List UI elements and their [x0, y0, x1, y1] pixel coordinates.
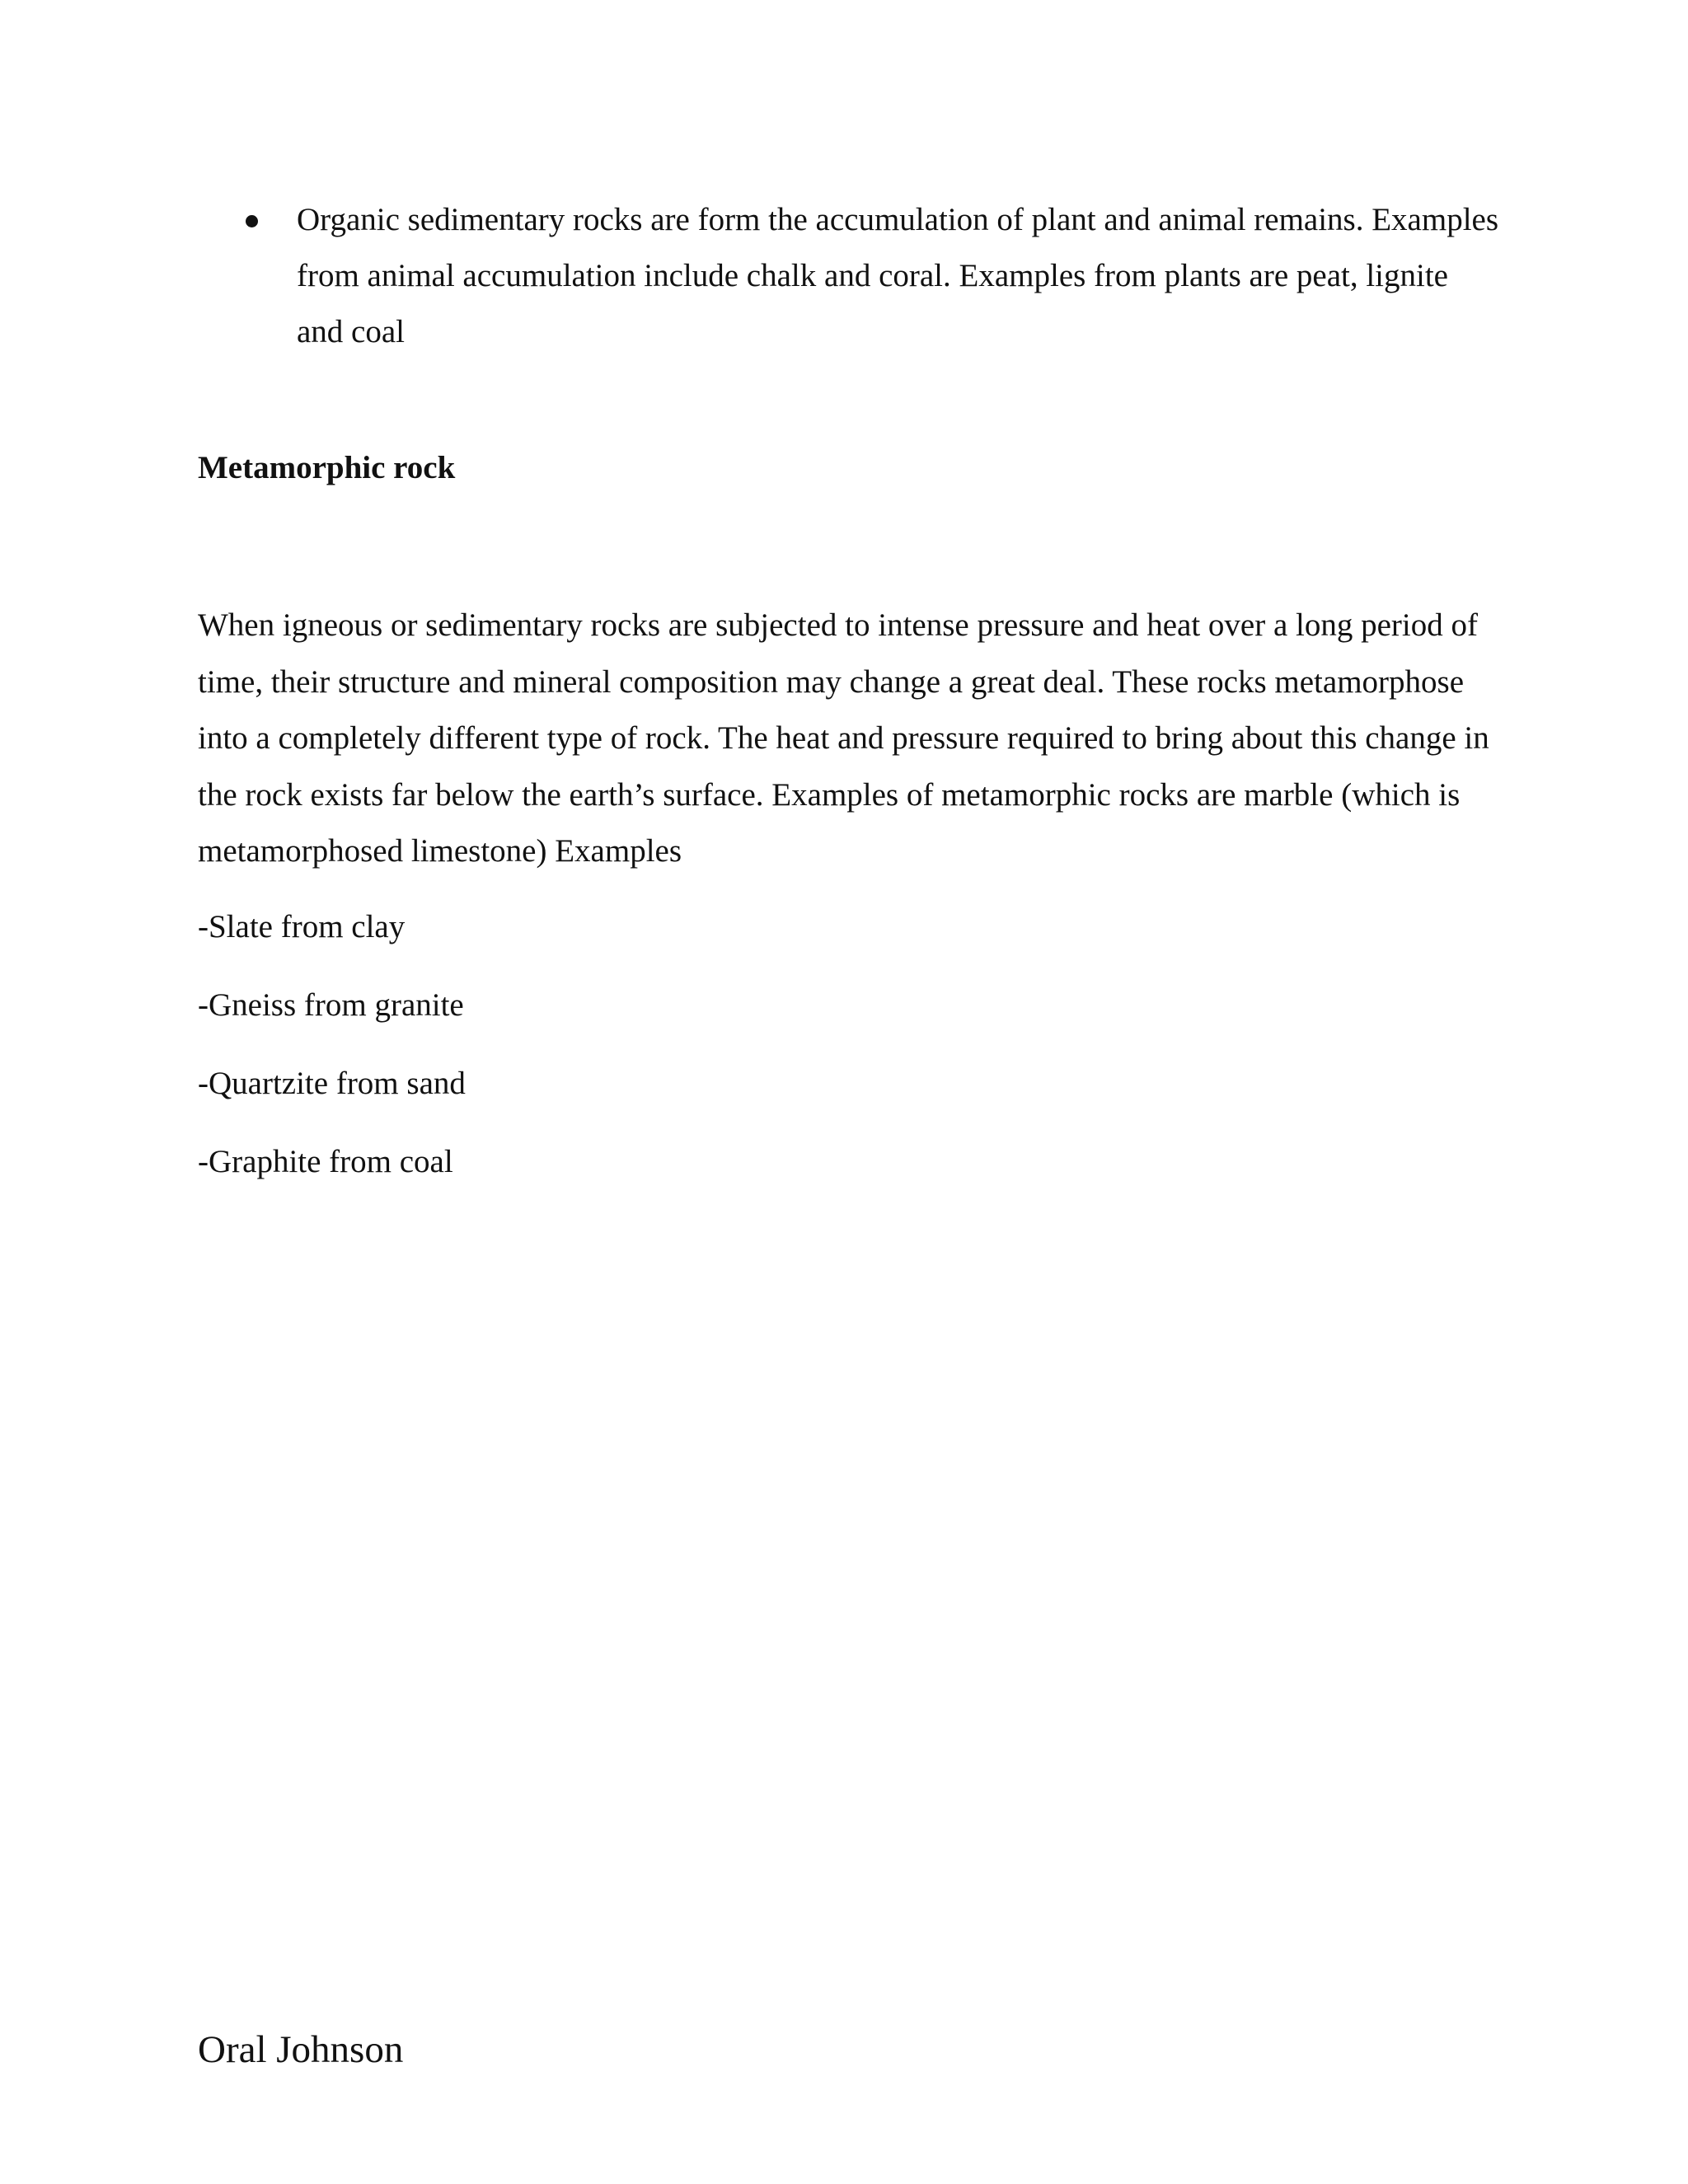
author-name: Oral Johnson — [198, 2028, 404, 2071]
example-line: -Slate from clay — [198, 909, 406, 944]
body-paragraph: When igneous or sedimentary rocks are subjected to intense pressure and heat over a long period of time, their structure and mineral composition may change a great deal. These rocks metamorphose into a completely different type of rock. The heat and pressure required to bring about this change in the rock exists far below the earth’s surface. Examples of metamorphic rocks are marble (which is metamorphosed limestone) Examples — [198, 607, 1489, 869]
example-line: -Graphite from coal — [198, 1144, 453, 1179]
bullet-icon — [246, 215, 258, 227]
bullet-item-text: Organic sedimentary rocks are form the accumulation of plant and animal remains. Examples from animal accumulation include chalk and coral. Examples from plants are peat, lignite and coal — [297, 202, 1499, 349]
example-line: -Gneiss from granite — [198, 987, 464, 1023]
example-line: -Quartzite from sand — [198, 1066, 466, 1101]
section-heading: Metamorphic rock — [198, 450, 456, 485]
